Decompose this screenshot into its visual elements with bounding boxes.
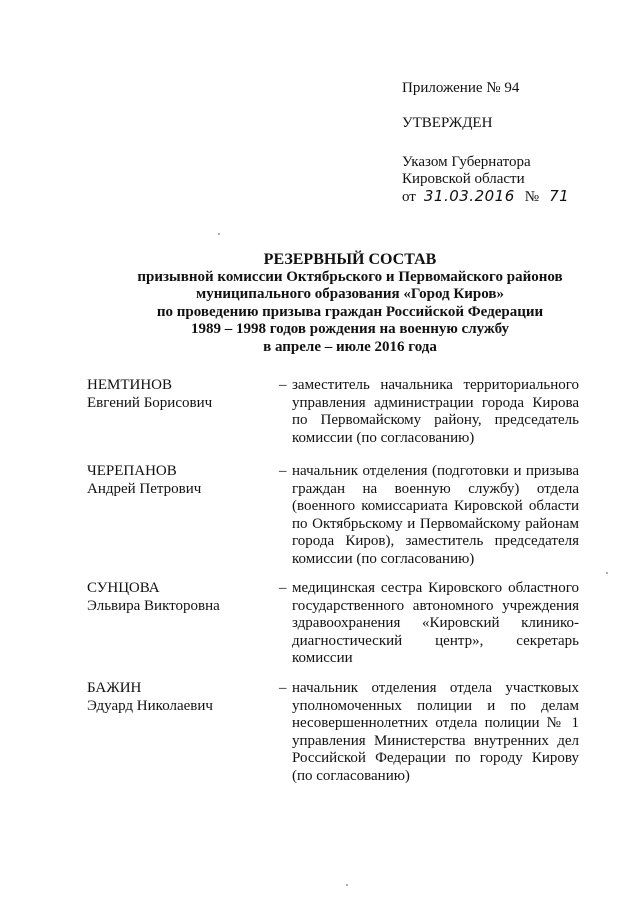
approval-block [402, 80, 622, 206]
title-line: в апреле – июле 2016 года [263, 338, 437, 355]
member-surname: НЕМТИНОВ [87, 377, 172, 393]
title-line: по проведению призыва граждан Российской Федерации [156, 303, 544, 320]
member-description: начальник отделения отдела участковых уполномоченных полиции и по делам несовершеннолетних отдела полиции № 1 управления Министерства внутренних дел Российской Федерации по городу Кирову (по согласованию) [292, 680, 579, 784]
member-name [87, 463, 267, 498]
decree-date-line [402, 188, 622, 206]
member-dash: – [279, 463, 287, 479]
member-dash: – [279, 680, 287, 696]
member-surname: БАЖИН [87, 680, 142, 696]
member-given-names: Эльвира Викторовна [87, 597, 220, 614]
title-line: муниципального образования «Город Киров» [196, 286, 504, 303]
title-line: 1989 – 1998 годов рождения на военную службу [190, 321, 510, 338]
member-dash: – [279, 377, 287, 393]
member-name [87, 680, 267, 715]
decree-number: 71 [549, 187, 570, 205]
member-given-names: Андрей Петрович [87, 480, 202, 497]
document-title [70, 251, 630, 357]
scan-speck [346, 884, 348, 886]
appendix-label: Приложение № 94 [402, 80, 520, 96]
member-description: заместитель начальника территориального управления администрации города Кирова по Первомайскому району, председатель комиссии (по согласованию) [292, 377, 579, 446]
decree-line-2: Кировской области [402, 171, 525, 187]
decree-line-1: Указом Губернатора [402, 154, 531, 170]
member-surname: СУНЦОВА [87, 580, 160, 596]
member-given-names: Эдуард Николаевич [87, 697, 213, 714]
member-name [87, 377, 267, 412]
title-main: РЕЗЕРВНЫЙ СОСТАВ [263, 251, 437, 268]
scan-speck [218, 233, 220, 235]
title-line: призывной комиссии Октябрьского и Первомайского районов [137, 268, 563, 285]
number-prefix: № [524, 189, 540, 205]
decree-date: 31.03.2016 [423, 187, 515, 205]
member-description: начальник отделения (подготовки и призыва граждан на военную службу) отдела (военного комиссариата Кировской области по Октябрьскому и Первомайскому районам города Киров), заместитель председателя комиссии (по согласованию) [292, 463, 579, 567]
member-surname: ЧЕРЕПАНОВ [87, 463, 177, 479]
approved-label: УТВЕРЖДЕН [402, 115, 493, 131]
member-given-names: Евгений Борисович [87, 394, 213, 411]
member-description: медицинская сестра Кировского областного государственного автономного учреждения здравоохранения «Кировский клинико-диагностический центр», секретарь комиссии [292, 580, 579, 667]
from-prefix: от [402, 189, 416, 205]
member-name [87, 580, 267, 615]
member-dash: – [279, 580, 287, 596]
scan-speck [606, 572, 608, 574]
